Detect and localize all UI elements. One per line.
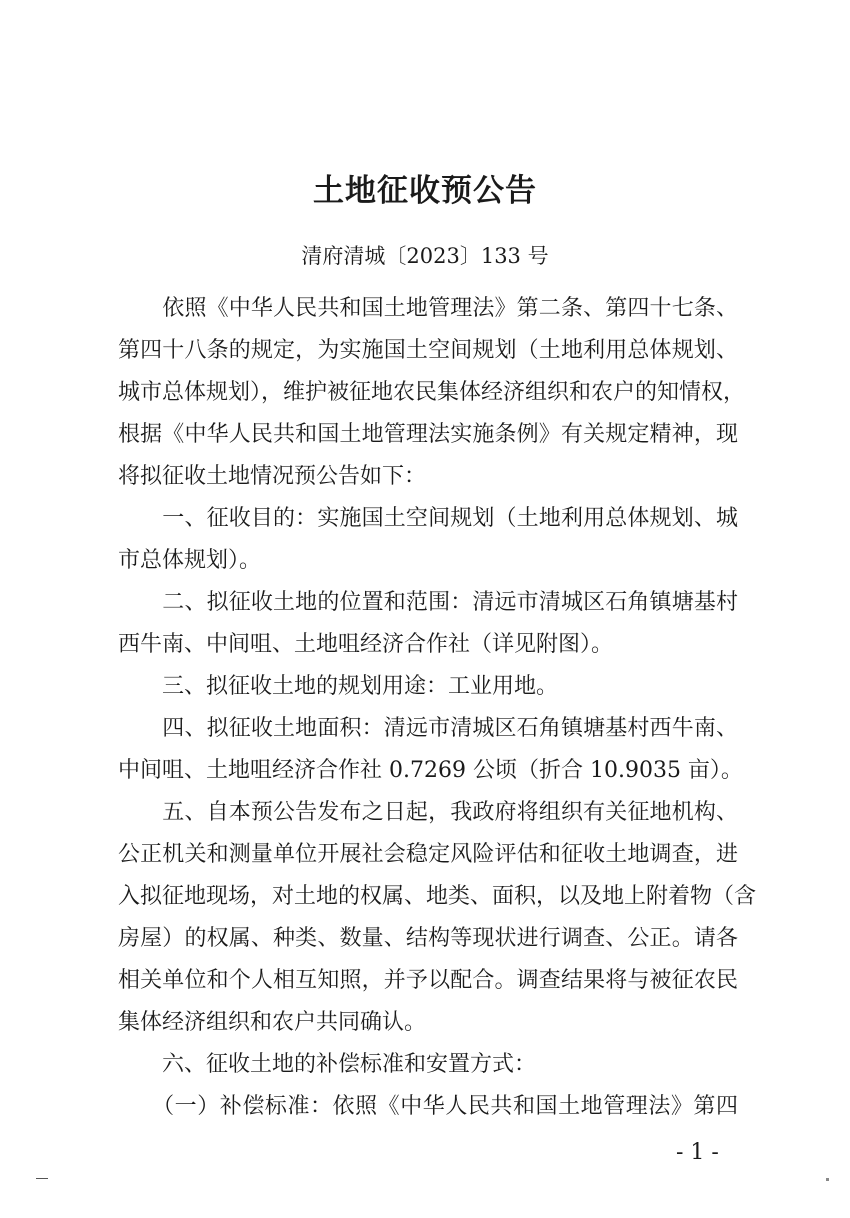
scan-artifact — [36, 1178, 48, 1179]
notice-title: 土地征收预公告 — [313, 173, 537, 209]
body-line: 中间咀、土地咀经济合作社 0.7269 公顷（折合 10.9035 亩）。 — [118, 758, 743, 783]
body-line: 房屋）的权属、种类、数量、结构等现状进行调查、公正。请各 — [118, 926, 738, 951]
body-line: 入拟征地现场，对土地的权属、地类、面积，以及地上附着物（含 — [118, 884, 757, 909]
body-line: 公正机关和测量单位开展社会稳定风险评估和征收土地调查，进 — [118, 842, 738, 867]
body-line: 五、自本预公告发布之日起，我政府将组织有关征地机构、 — [118, 800, 738, 825]
page-number: - 1 - — [676, 1140, 719, 1165]
body-line: 西牛南、中间咀、土地咀经济合作社（详见附图）。 — [118, 632, 614, 657]
body-line: 集体经济组织和农户共同确认。 — [118, 1010, 427, 1035]
body-line: 一、征收目的：实施国土空间规划（土地利用总体规划、城 — [118, 506, 738, 531]
body-line: 四、拟征收土地面积：清远市清城区石角镇塘基村西牛南、 — [118, 716, 738, 741]
body-line: 二、拟征收土地的位置和范围：清远市清城区石角镇塘基村 — [118, 590, 738, 615]
scan-artifact — [826, 1178, 829, 1181]
body-line: 三、拟征收土地的规划用途：工业用地。 — [118, 674, 559, 699]
body-line: 六、征收土地的补偿标准和安置方式： — [118, 1052, 537, 1077]
body-line: 根据《中华人民共和国土地管理法实施条例》有关规定精神，现 — [118, 422, 738, 447]
document-number: 清府清城〔2023〕133 号 — [301, 244, 549, 268]
body-line: 第四十八条的规定，为实施国土空间规划（土地利用总体规划、 — [118, 338, 738, 363]
body-line: 相关单位和个人相互知照，并予以配合。调查结果将与被征农民 — [118, 968, 738, 993]
body-line: 市总体规划）。 — [118, 548, 262, 573]
body-line: 城市总体规划），维护被征地农民集体经济组织和农户的知情权， — [118, 380, 746, 405]
body-line: （一）补偿标准：依照《中华人民共和国土地管理法》第四 — [118, 1094, 738, 1119]
body-line: 依照《中华人民共和国土地管理法》第二条、第四十七条、 — [118, 296, 738, 321]
body-line: 将拟征收土地情况预公告如下： — [118, 464, 427, 489]
